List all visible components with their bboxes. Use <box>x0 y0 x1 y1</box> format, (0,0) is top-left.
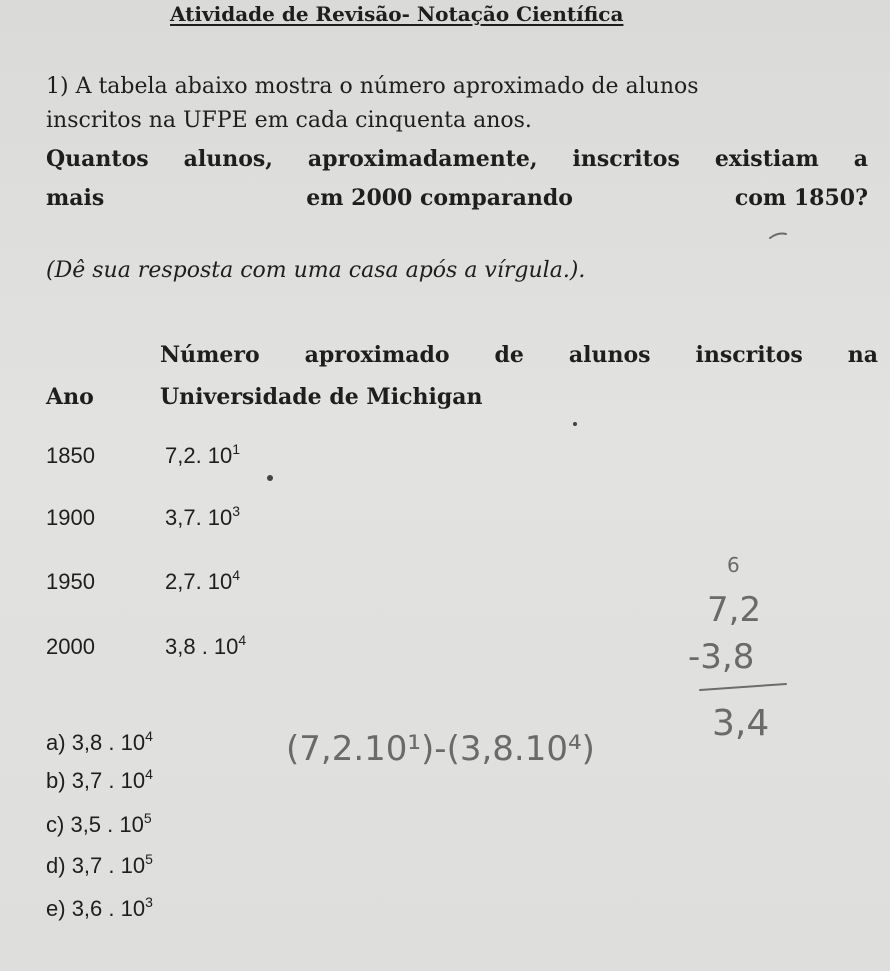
question-line-3: Quantos alunos, aproximadamente, inscritos existiam a <box>46 146 868 172</box>
value-mantissa: 2,7. 10 <box>165 569 233 594</box>
question-line-4-part-2: em 2000 comparando <box>306 185 573 211</box>
option-mantissa: 3,8 . 10 <box>71 730 146 755</box>
question-line-4-part-1: mais <box>46 185 105 211</box>
handwritten-expression: (7,2.10¹)-(3,8.10⁴) <box>286 729 595 769</box>
value-exponent: 3 <box>232 503 241 519</box>
handwritten-result-line <box>700 684 786 690</box>
worksheet-title: Atividade de Revisão- Notação Científica <box>170 2 624 26</box>
table-header-line-1: Número aproximado de alunos inscritos na <box>160 342 878 368</box>
table-row-year: 1900 <box>46 505 95 530</box>
option-exponent: 4 <box>145 766 153 782</box>
option-mantissa: 3,7 . 10 <box>71 768 146 793</box>
question-line-4-part-3: com 1850? <box>734 185 868 211</box>
option-exponent: 5 <box>145 851 153 867</box>
table-row-year: 1950 <box>46 569 95 594</box>
value-mantissa: 7,2. 10 <box>165 443 233 468</box>
option-letter: a) <box>46 730 66 755</box>
option-exponent: 4 <box>145 728 153 744</box>
option-mantissa: 3,7 . 10 <box>71 853 146 878</box>
table-row-year: 2000 <box>46 634 95 659</box>
handwritten-carry: 6 <box>727 553 740 577</box>
option-letter: c) <box>46 812 65 837</box>
table-header-line-2: Universidade de Michigan <box>160 384 483 410</box>
handwritten-minuend: 7,2 <box>707 590 762 630</box>
value-mantissa: 3,8 . 10 <box>165 634 239 659</box>
option-exponent: 3 <box>145 894 153 910</box>
value-exponent: 4 <box>232 567 241 583</box>
option-mantissa: 3,6 . 10 <box>71 896 146 921</box>
option-letter: e) <box>46 896 66 921</box>
pencil-mark <box>770 234 786 239</box>
table-row-year: 1850 <box>46 443 95 468</box>
ink-dot <box>267 475 273 481</box>
value-exponent: 4 <box>238 632 247 648</box>
option-letter: b) <box>46 768 66 793</box>
handwritten-subtrahend: -3,8 <box>688 637 755 677</box>
value-exponent: 1 <box>232 441 241 457</box>
question-line-2: inscritos na UFPE em cada cinquenta anos. <box>46 108 532 133</box>
table-header-year: Ano <box>46 384 94 410</box>
option-exponent: 5 <box>143 810 152 826</box>
question-line-1: 1) A tabela abaixo mostra o número aproximado de alunos <box>46 74 699 99</box>
handwritten-result: 3,4 <box>712 703 770 744</box>
option-mantissa: 3,5 . 10 <box>70 812 144 837</box>
ink-dot <box>573 422 577 426</box>
answer-instruction: (Dê sua resposta com uma casa após a vírgula.). <box>46 258 586 283</box>
value-mantissa: 3,7. 10 <box>165 505 233 530</box>
option-letter: d) <box>46 853 66 878</box>
